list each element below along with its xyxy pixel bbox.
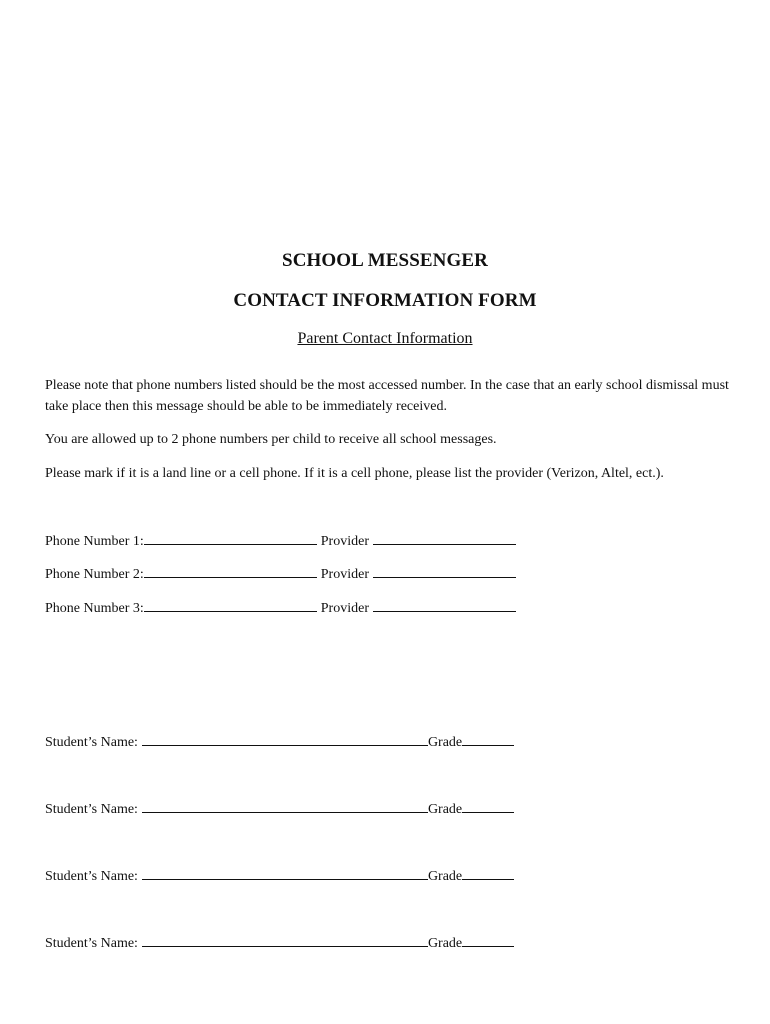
instruction-paragraph-1: Please note that phone numbers listed should be the most accessed number. In the case that an early school dismissal must take place then this message should be able to be immediately received. bbox=[45, 378, 729, 414]
student-name-label: Student’s Name: bbox=[45, 936, 138, 951]
instruction-paragraph-2: You are allowed up to 2 phone numbers per child to receive all school messages. bbox=[45, 432, 497, 447]
student-row-1 bbox=[45, 731, 514, 751]
grade-field[interactable] bbox=[462, 865, 514, 880]
phone-row-1 bbox=[45, 530, 516, 550]
student-name-field[interactable] bbox=[142, 731, 428, 746]
phone-row-2 bbox=[45, 563, 516, 583]
student-name-field[interactable] bbox=[142, 932, 428, 947]
provider-field[interactable] bbox=[373, 530, 516, 545]
form-title-line1: SCHOOL MESSENGER bbox=[282, 250, 488, 271]
phone-number-field[interactable] bbox=[144, 597, 317, 612]
grade-label: Grade bbox=[427, 869, 463, 884]
phone-row-3 bbox=[45, 597, 516, 617]
phone-label: Phone Number 2: bbox=[45, 567, 144, 582]
phone-number-field[interactable] bbox=[144, 530, 317, 545]
phone-number-field[interactable] bbox=[144, 563, 317, 578]
instruction-paragraph-3: Please mark if it is a land line or a cell phone. If it is a cell phone, please list the provider (Verizon, Altel, ect.). bbox=[45, 466, 664, 481]
student-name-label: Student’s Name: bbox=[45, 735, 138, 750]
phone-label: Phone Number 3: bbox=[45, 601, 144, 616]
phone-label: Phone Number 1: bbox=[45, 534, 144, 549]
student-name-field[interactable] bbox=[142, 865, 428, 880]
student-name-field[interactable] bbox=[142, 798, 428, 813]
provider-label: Provider bbox=[320, 534, 369, 549]
student-name-label: Student’s Name: bbox=[45, 802, 138, 817]
provider-label: Provider bbox=[320, 567, 369, 582]
section-subtitle: Parent Contact Information bbox=[297, 330, 473, 347]
grade-field[interactable] bbox=[462, 731, 514, 746]
grade-label: Grade bbox=[427, 936, 463, 951]
grade-field[interactable] bbox=[462, 798, 514, 813]
form-title-line2: CONTACT INFORMATION FORM bbox=[233, 290, 537, 311]
student-row-2 bbox=[45, 798, 514, 818]
student-name-label: Student’s Name: bbox=[45, 869, 138, 884]
student-row-4 bbox=[45, 932, 514, 952]
provider-field[interactable] bbox=[373, 563, 516, 578]
provider-field[interactable] bbox=[373, 597, 516, 612]
provider-label: Provider bbox=[320, 601, 369, 616]
grade-label: Grade bbox=[427, 735, 463, 750]
student-row-3 bbox=[45, 865, 514, 885]
grade-field[interactable] bbox=[462, 932, 514, 947]
grade-label: Grade bbox=[427, 802, 463, 817]
